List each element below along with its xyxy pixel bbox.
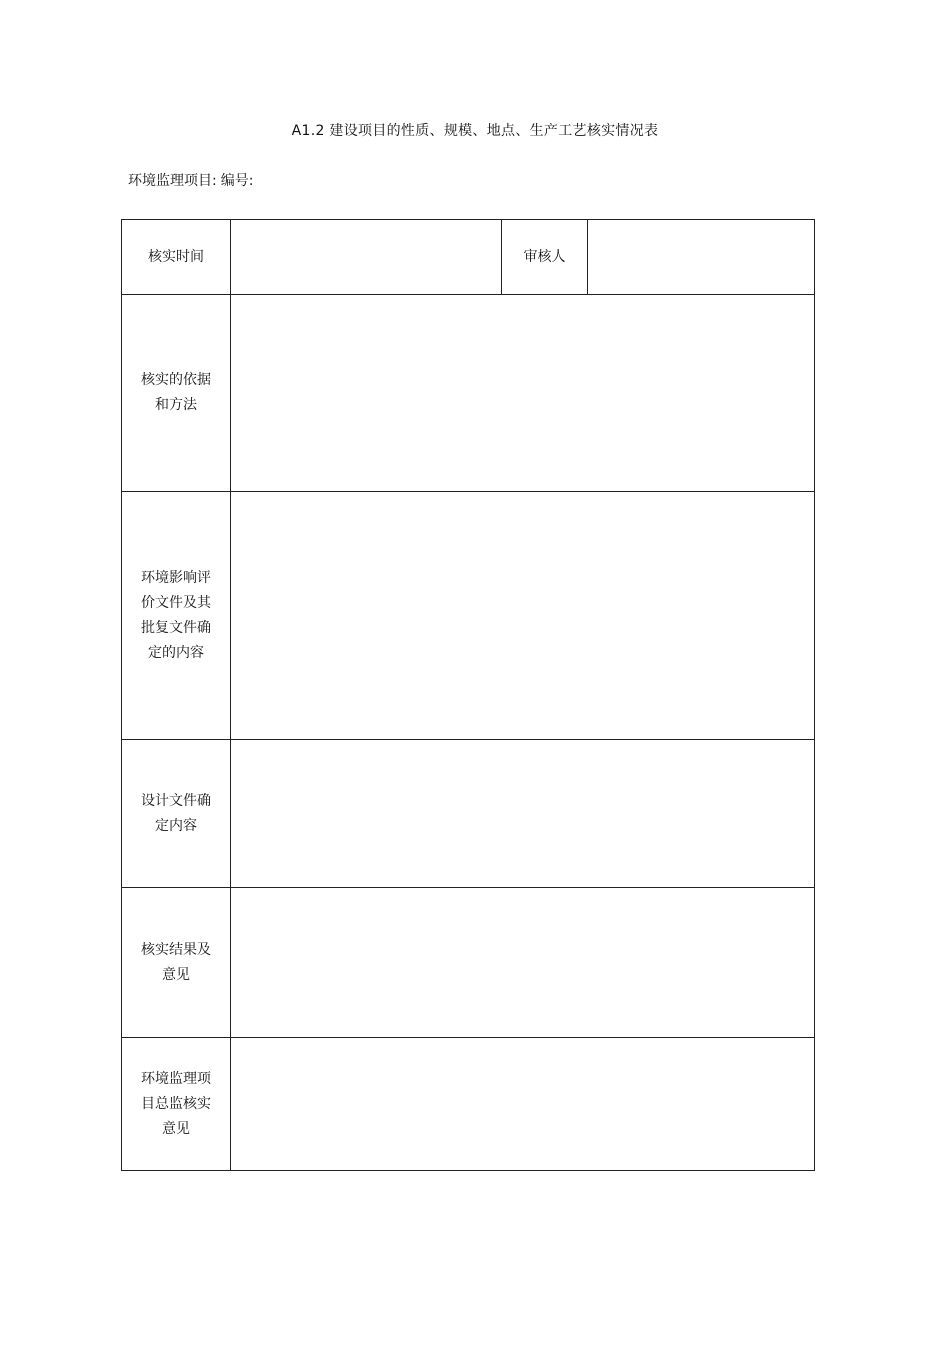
design-content-field[interactable] — [231, 740, 815, 888]
result-opinion-field[interactable] — [231, 888, 815, 1038]
chief-opinion-label: 环境监理项目总监核实意见 — [122, 1038, 231, 1171]
table-row — [122, 492, 815, 740]
eia-content-label: 环境影响评价文件及其批复文件确定的内容 — [122, 492, 231, 740]
verification-table — [121, 219, 815, 1171]
table-row — [122, 295, 815, 492]
form-title: A1.2 建设项目的性质、规模、地点、生产工艺核实情况表 — [291, 123, 659, 139]
table-row — [122, 1038, 815, 1171]
check-time-label: 核实时间 — [122, 220, 231, 295]
basis-method-label: 核实的依据和方法 — [122, 295, 231, 492]
project-label: 环境监理项目: — [128, 173, 217, 189]
number-label: 编号: — [220, 173, 254, 189]
design-content-label: 设计文件确定内容 — [122, 740, 231, 888]
chief-opinion-field[interactable] — [231, 1038, 815, 1171]
table-row — [122, 740, 815, 888]
basis-method-field[interactable] — [231, 295, 815, 492]
table-row — [122, 888, 815, 1038]
reviewer-field[interactable] — [588, 220, 815, 295]
table-row — [122, 220, 815, 295]
reviewer-label: 审核人 — [502, 220, 588, 295]
check-time-field[interactable] — [231, 220, 502, 295]
form-meta — [128, 170, 253, 190]
result-opinion-label: 核实结果及意见 — [122, 888, 231, 1038]
eia-content-field[interactable] — [231, 492, 815, 740]
